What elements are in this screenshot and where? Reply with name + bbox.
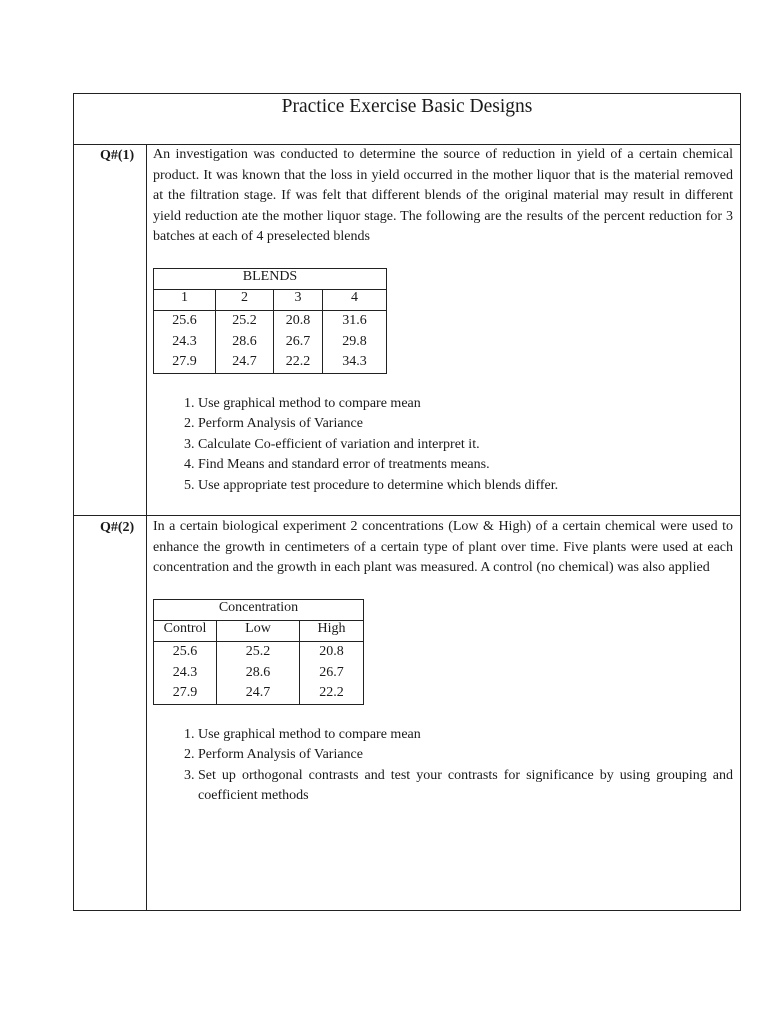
concentration-table <box>153 599 364 705</box>
blends-header: BLENDS <box>154 269 387 290</box>
blend-column-3: 3 <box>274 290 323 311</box>
table-cell: 29.8 <box>342 333 367 349</box>
blend-column-1: 1 <box>154 290 216 311</box>
table-cell: 24.3 <box>172 664 198 680</box>
table-cell: 25.6 <box>172 644 198 659</box>
column-high: High <box>300 621 364 642</box>
list-item: 4. Find Means and standard error of treatments means. <box>198 455 733 475</box>
question-divider <box>73 515 741 516</box>
question-2-tasks <box>152 725 733 807</box>
list-item: 2. Perform Analysis of Variance <box>198 414 733 434</box>
column-low: Low <box>217 621 300 642</box>
table-cell: 24.7 <box>245 685 271 700</box>
table-cell: 31.6 <box>342 313 367 328</box>
table-cell: 28.6 <box>232 333 257 349</box>
table-cell: 27.9 <box>172 685 198 700</box>
question-2-label: Q#(2) <box>100 520 135 535</box>
high-values <box>300 642 364 705</box>
blend-2-values <box>216 311 274 374</box>
blend-4-values <box>323 311 387 374</box>
table-cell: 25.2 <box>232 313 257 328</box>
list-item: 2. Perform Analysis of Variance <box>198 745 733 765</box>
list-item: 3. Set up orthogonal contrasts and test your contrasts for significance by using grouping and coefficient methods <box>198 766 733 807</box>
list-item: 1. Use graphical method to compare mean <box>198 394 733 414</box>
table-cell: 28.6 <box>245 664 271 680</box>
table-cell: 26.7 <box>319 664 344 680</box>
table-cell: 22.2 <box>285 354 311 369</box>
table-cell: 22.2 <box>319 685 344 700</box>
table-cell: 24.7 <box>232 354 257 369</box>
table-cell: 20.8 <box>319 644 344 659</box>
page-title: Practice Exercise Basic Designs <box>281 96 533 117</box>
table-cell: 25.2 <box>245 644 271 659</box>
table-cell: 34.3 <box>342 354 367 369</box>
list-item: 5. Use appropriate test procedure to determine which blends differ. <box>198 476 733 496</box>
blend-column-2: 2 <box>216 290 274 311</box>
control-values <box>154 642 217 705</box>
blend-column-4: 4 <box>323 290 387 311</box>
table-cell: 24.3 <box>172 333 197 349</box>
concentration-header: Concentration <box>154 600 364 621</box>
list-item: 1. Use graphical method to compare mean <box>198 725 733 745</box>
question-1-label: Q#(1) <box>100 148 135 163</box>
table-cell: 27.9 <box>172 354 197 369</box>
low-values <box>217 642 300 705</box>
question-1-tasks <box>152 394 733 496</box>
column-control: Control <box>154 621 217 642</box>
blends-table <box>153 268 387 374</box>
list-item: 3. Calculate Co-efficient of variation and interpret it. <box>198 435 733 455</box>
question-2-text: In a certain biological experiment 2 concentrations (Low & High) of a certain chemical were used to enhance the growth in centimeters of a certain type of plant over time. Five plants were used at each concentration and the growth in each plant was measured. A control (no chemical) was also applied <box>153 519 733 576</box>
table-cell: 26.7 <box>285 333 311 349</box>
title-row <box>74 94 740 145</box>
blend-1-values <box>154 311 216 374</box>
blend-3-values <box>274 311 323 374</box>
table-cell: 25.6 <box>172 313 197 328</box>
question-1-text: An investigation was conducted to determine the source of reduction in yield of a certain chemical product. It was known that the loss in yield occurred in the mother liquor that is the material removed at the filtration stage. If was felt that different blends of the original material may result in different yield reduction ate the mother liquor stage. The following are the results of the percent reduction for 3 batches at each of 4 preselected blends <box>153 147 733 245</box>
table-cell: 20.8 <box>285 313 311 328</box>
